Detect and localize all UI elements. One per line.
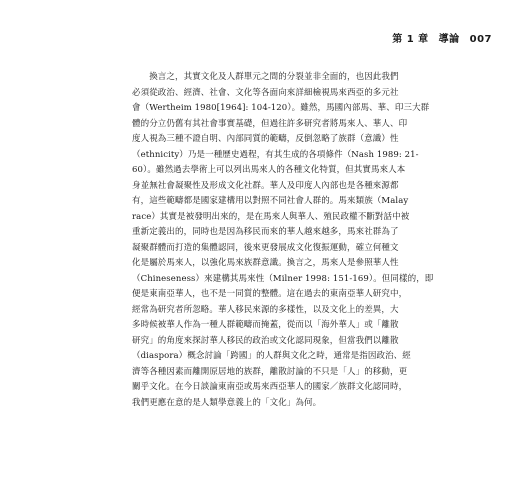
text-line: 化是屬於馬來人，以強化馬來族群意識。換言之，馬來人是參照華人性	[132, 258, 399, 268]
chapter-label: 第 1 章	[392, 34, 429, 45]
body-paragraph	[132, 70, 434, 411]
text-line: （Chineseness）來建構其馬來性（Milner 1998: 151-169）。但同樣的，即	[132, 273, 434, 284]
text-line: 我們更應在意的是人類學意義上的「文化」為何。	[132, 397, 322, 408]
text-line: 有，這些範疇都是國家建構用以對照不同社會人群的。馬來類族（Malay	[132, 196, 409, 206]
text-line: 會（Wertheim 1980[1964]: 104-120）。雖然，馬國內部馬、華、印三大群	[132, 103, 430, 113]
text-line: 換言之，其實文化及人群單元之間的分裂並非全面的，也因此我們	[132, 72, 399, 82]
text-line: 多時候被華人作為一種人群範疇而掩蓋，從而以「海外華人」或「離散	[132, 320, 399, 330]
text-line: 研究」的角度來探討華人移民的政治或文化認同現象，但當我們以離散	[132, 335, 399, 346]
text-line: 體的分立仍舊有其社會事實基礎，但過往許多研究者將馬來人、華人、印	[132, 118, 408, 129]
text-line: 凝聚群體而打造的集體認同，後來更發展成文化復振運動，確立何種文	[132, 242, 399, 253]
section-title: 導論	[438, 34, 460, 45]
text-line: 60）。雖然過去學術上可以列出馬來人的各種文化特質，但其實馬來人本	[132, 165, 406, 175]
text-line: 度人視為三種不證自明、內部同質的範疇，反倒忽略了族群（意識）性	[132, 134, 399, 144]
text-line: race）其實是被發明出來的，是在馬來人與華人、殖民政權不斷對話中被	[132, 211, 410, 222]
page-number: 007	[469, 34, 492, 45]
running-header	[386, 30, 492, 45]
text-line: 重新定義出的，同時也是因為移民而來的華人越來越多，馬來社群為了	[132, 227, 399, 237]
text-line: 身並無社會凝聚性及形成文化社群。華人及印度人內部也是各種來源都	[132, 180, 399, 191]
text-line: 濟等各種因素而離開原居地的族群，離散討論的不只是「人」的移動，更	[132, 366, 408, 377]
text-line: 必須從政治、經濟、社會、文化等各面向來詳細檢視馬來西亞的多元社	[132, 87, 399, 98]
text-line: （ethnicity）乃是一種歷史過程，有其生成的各項條件（Nash 1989: 21-	[132, 149, 419, 160]
text-line: 便是東南亞華人，也不是一同質的整體。這在過去的東南亞華人研究中，	[132, 289, 408, 299]
text-line: （diaspora）概念討論「跨國」的人群與文化之時，通常是指因政治、經	[132, 351, 411, 361]
text-line: 經常為研究者所忽略。華人移民來源的多樣性，以及文化上的差異，大	[132, 304, 399, 315]
text-line: 關乎文化。在今日談論東南亞或馬來西亞華人的國家／族群文化認同時，	[132, 382, 408, 392]
